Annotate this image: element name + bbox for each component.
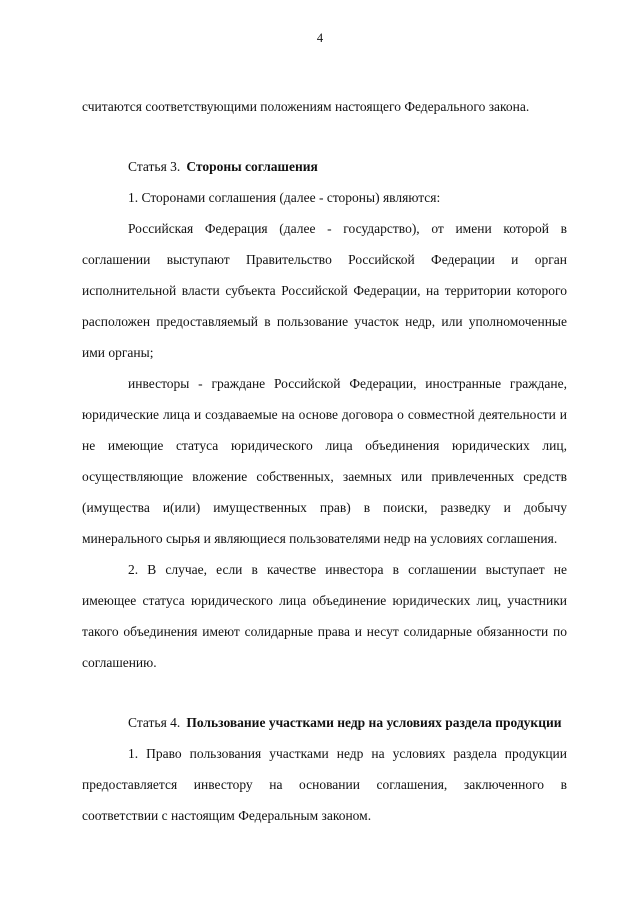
article-4-label: Статья 4. [128, 715, 181, 730]
document-body [82, 91, 567, 831]
article-3-paragraph-2: Российская Федерация (далее - государство), от имени которой в соглашении выступают Правительство Российской Федерации и орган исполнительной власти субъекта Российской Федерации, на территории которого расположен предоставляемый в пользование участок недр, или уполномоченные ими органы; [82, 221, 567, 360]
article-4-paragraph-1: 1. Право пользования участками недр на условиях раздела продукции предоставляется инвестору на основании соглашения, заключенного в соответствии с настоящим Федеральным законом. [82, 746, 567, 823]
article-3-paragraph-1: 1. Сторонами соглашения (далее - стороны) являются: [128, 190, 441, 205]
article-4-heading [82, 707, 567, 738]
continuation-paragraph: считаются соответствующими положениям настоящего Федерального закона. [82, 99, 530, 114]
article-4-title: Пользование участками недр на условиях раздела продукции [186, 715, 562, 730]
article-3-paragraph-3: инвесторы - граждане Российской Федерации, иностранные граждане, юридические лица и создаваемые на основе договора о совместной деятельности и не имеющие статуса юридического лица объединения юридических лиц, осуществляющие вложение собственных, заемных или привлеченных средств (имущества и(или) имущественных прав) в поиски, разведку и добычу минерального сырья и являющиеся пользователями недр на условиях соглашения. [82, 376, 567, 546]
page-number: 4 [316, 31, 324, 45]
article-3-title: Стороны соглашения [186, 159, 318, 174]
article-3-label: Статья 3. [128, 159, 181, 174]
article-3-paragraph-4: 2. В случае, если в качестве инвестора в соглашении выступает не имеющее статуса юридического лица объединение юридических лиц, участники такого объединения имеют солидарные права и несут солидарные обязанности по соглашению. [82, 562, 567, 670]
article-3-heading [82, 151, 567, 182]
